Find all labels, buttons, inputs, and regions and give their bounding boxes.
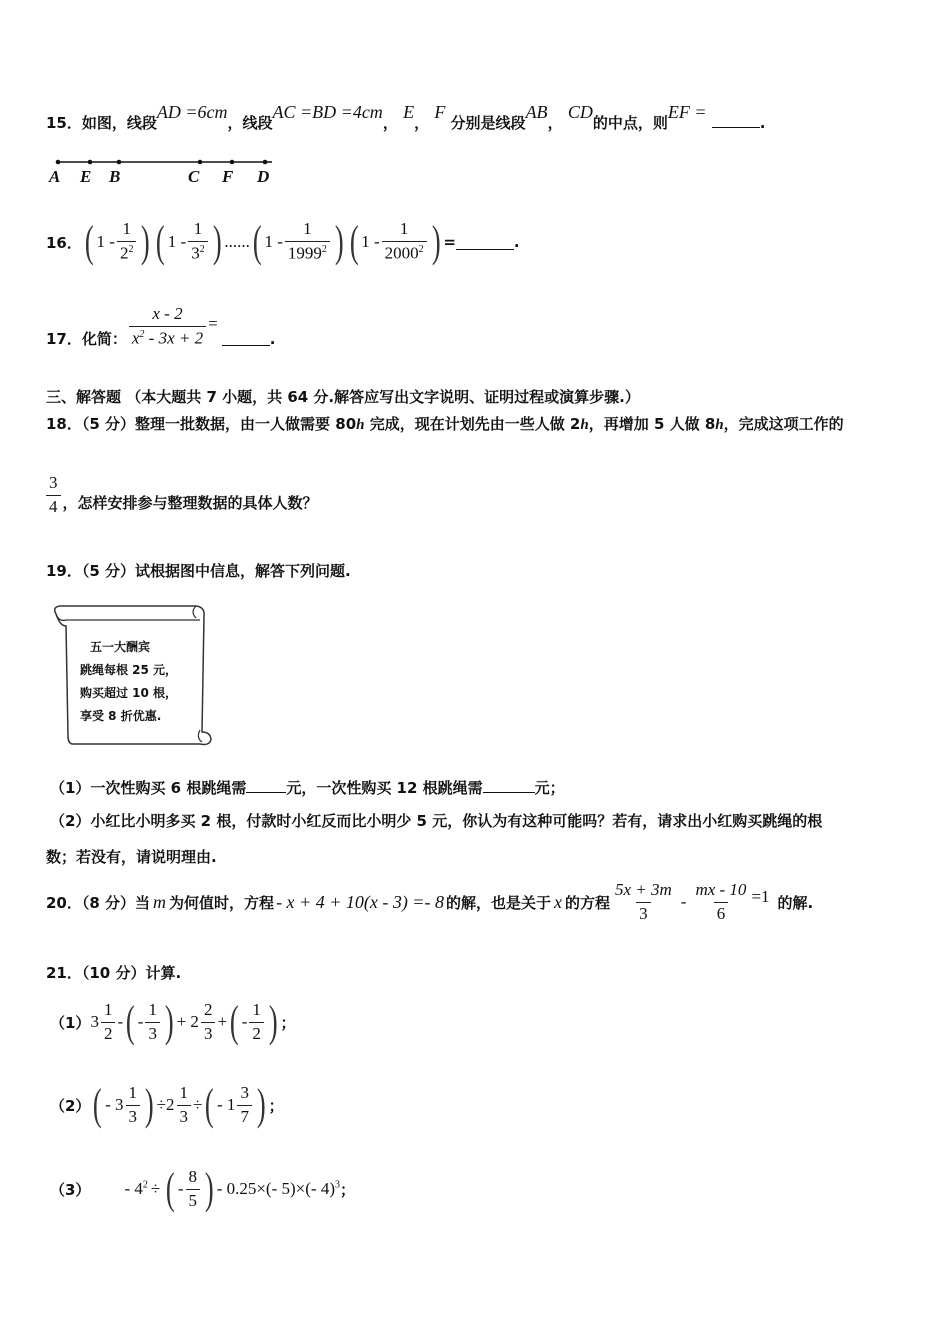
q16-frac3-exp: 2 [321, 244, 327, 256]
q21-e2-f3d: 7 [237, 1105, 252, 1127]
q21-e2-whole3: - 1 [217, 1095, 236, 1114]
q20-m: m [153, 891, 167, 912]
label-d: D [257, 167, 270, 186]
q16-frac3-den: 1999 [287, 243, 322, 263]
q21-p2-label: （2） [50, 1096, 91, 1115]
q21-e3-fn: 8 [188, 1166, 198, 1186]
question-18-line1 [46, 413, 844, 434]
q16-dots: ...... [224, 232, 250, 251]
q18-text-c: ，再增加 5 人做 8 [588, 415, 716, 433]
q17-denom-b: - 3x + 2 [144, 328, 204, 348]
q20-frac2 [692, 881, 749, 923]
q20-text-d: 的方程 [564, 893, 610, 912]
label-b: B [109, 167, 121, 186]
q21-e1-neg2: - [241, 1012, 248, 1031]
question-20 [46, 876, 813, 928]
q20-eq-one: =1 [751, 887, 770, 906]
q21-p3-label: （3） [50, 1180, 91, 1199]
q18-fraction [46, 474, 61, 516]
q21-e3-a-wrap [124, 1179, 147, 1199]
label-c: C [188, 167, 200, 186]
q21-e3-op1: ÷ [150, 1179, 161, 1198]
q16-frac2-exp: 2 [199, 244, 205, 256]
q15-answer-blank[interactable] [712, 113, 760, 128]
q21-e3-rest-wrap [217, 1179, 340, 1199]
question-19-part2: （2）小红比小明多买 2 根，付款时小红反而比小明少 5 元，你认为有这种可能吗？若有，请求出小红购买跳绳的根 [50, 812, 823, 830]
q16-one-a: 1 - [96, 232, 115, 251]
q18-text-line2: ，怎样安排参与整理数据的具体人数？ [62, 494, 318, 513]
q21-e1-op2: + 2 [176, 1012, 199, 1031]
q16-frac2-num: 1 [193, 219, 203, 239]
q17-eq: = [208, 313, 218, 333]
point-c [198, 160, 203, 165]
section-3-heading: 三、解答题 （本大题共 7 小题，共 64 分.解答应写出文字说明、证明过程或演算步骤.） [46, 388, 640, 406]
label-e: E [80, 167, 92, 186]
q21-e1-f1n: 1 [103, 999, 113, 1019]
q19-p1-text-b: 元，一次性购买 12 根跳绳需 [286, 779, 483, 797]
q15-ab: AB [525, 102, 548, 122]
q20-frac1-num: 5x + 3m [614, 879, 672, 899]
q15-end: . [759, 114, 766, 132]
q18-frac-num: 3 [49, 473, 58, 492]
q21-e2-op2: ÷ [193, 1095, 203, 1114]
scroll-poster [50, 604, 220, 746]
q20-minus: - [680, 892, 687, 911]
q21-e3-sup: 2 [142, 1179, 148, 1191]
q21-e3-frac [186, 1168, 201, 1210]
q21-e1-frac1 [101, 1001, 116, 1043]
q18-frac-den: 4 [46, 495, 61, 517]
q21-e1-op1: - [117, 1012, 124, 1031]
q20-text-c: 的解，也是关于 [445, 893, 551, 912]
q21-e2-op1: ÷2 [156, 1095, 175, 1114]
q21-e1-f4n: 1 [252, 999, 261, 1019]
q17-answer-blank[interactable] [222, 331, 270, 346]
q21-e3-fd: 5 [186, 1189, 201, 1211]
q16-frac2 [188, 220, 208, 263]
q16-frac4-den: 2000 [384, 243, 419, 263]
q20-text-a: 20．（8 分）当 [46, 893, 151, 912]
q15-e: E [403, 102, 415, 122]
q16-eq: = [443, 233, 456, 251]
q21-e2-f2n: 1 [179, 1082, 189, 1102]
q17-numerator: x - 2 [152, 303, 183, 323]
q20-text-e: 的解. [777, 893, 814, 912]
question-18-line2 [44, 474, 318, 516]
q20-frac2-den: 6 [714, 902, 729, 924]
question-21-part2: （2） ( - 3 $\frac{1}{3}$ ) ÷2 $\frac{1}{3}$ ÷ ( - 1 $\frac{3}{7}$ ) ； [50, 1080, 284, 1129]
q19-p1-text-a: （1）一次性购买 6 根跳绳需 [50, 779, 247, 797]
q20-frac1-den: 3 [636, 902, 651, 924]
q16-frac4 [382, 220, 427, 263]
q21-e2-f2d: 3 [177, 1105, 192, 1127]
question-19-title: 19．（5 分）试根据图中信息，解答下列问题. [46, 562, 351, 580]
point-f [230, 160, 235, 165]
q21-e1-whole: 3 [90, 1012, 99, 1031]
q21-e1-op3: + [217, 1012, 228, 1031]
q15-comma3: ， [547, 114, 563, 132]
segment-figure [46, 152, 286, 188]
q15-text: 15．如图，线段 [46, 114, 157, 132]
scroll-line-4: 享受 8 折优惠. [80, 709, 162, 723]
q21-e3-neg: - [177, 1179, 184, 1198]
q21-e1-frac2 [145, 1001, 160, 1043]
q16-frac1-num: 1 [122, 219, 131, 239]
q16-frac1 [117, 220, 137, 263]
q21-e2-f1n: 1 [128, 1082, 138, 1102]
q16-one-d: 1 - [361, 232, 380, 251]
q16-frac4-exp: 2 [418, 244, 424, 256]
q18-h1: h [356, 417, 365, 433]
q21-e3-rest: - 0.25×(- 5)×(- 4) [216, 1179, 335, 1198]
q16-frac4-num: 1 [399, 219, 409, 239]
q15-cd: CD [567, 102, 593, 122]
q20-text-b: 为何值时，方程 [169, 893, 275, 912]
q16-one-c: 1 - [264, 232, 283, 251]
q16-frac1-den: 2 [119, 243, 129, 263]
q16-end: . [513, 233, 520, 251]
q21-e2-frac3 [237, 1084, 252, 1126]
point-e [88, 160, 93, 165]
q21-e1-f2d: 3 [145, 1022, 160, 1044]
q15-f: F [434, 102, 446, 122]
q16-frac2-den: 3 [191, 243, 200, 263]
q15-text4: 的中点，则 [592, 114, 668, 132]
question-19-part1 [50, 777, 565, 798]
q21-e2-frac2 [177, 1084, 192, 1126]
q15-comma: ， [382, 114, 398, 132]
q16-answer-blank[interactable] [456, 235, 514, 250]
q15-text3: 分别是线段 [450, 114, 526, 132]
q16-frac1-exp: 2 [128, 244, 134, 256]
label-f: F [222, 167, 234, 186]
scroll-line-2: 跳绳每根 25 元， [80, 663, 178, 677]
question-19-part2-cont: 数；若没有，请说明理由. [46, 848, 217, 866]
point-b [117, 160, 122, 165]
q17-frac [129, 305, 206, 348]
q16-frac3-num: 1 [303, 219, 312, 239]
question-21-part3: （3） - $4^2$ ÷ ( - $\frac{8}{5}$ ) - 0.25×(- 5)×(- 4)$^3$ ； [50, 1164, 356, 1213]
q19-p1-text-c: 元； [534, 779, 565, 797]
q21-e1-neg1: - [137, 1012, 144, 1031]
question-16: 16． ( 1 - $\frac{1}{2^2}$ ) ( 1 - $\frac{1}{3^2}$ ) ...... ( 1 - $\frac{1}{1999^2}$ ) ( 1 - $\frac{1}{2000^2}$ ) = . [46, 217, 520, 266]
q17-label: 17．化简： [46, 330, 127, 348]
q18-text-a: 18．（5 分）整理一批数据，由一人做需要 80 [46, 415, 357, 433]
q16-frac3 [285, 220, 330, 263]
q21-e1-f3d: 3 [201, 1022, 216, 1044]
q21-e2-f3n: 3 [240, 1082, 249, 1102]
point-a [56, 160, 61, 165]
question-17 [46, 304, 275, 349]
label-a: A [49, 167, 61, 186]
question-15 [46, 102, 766, 133]
q18-text-d: ，完成这项工作的 [723, 415, 844, 433]
q21-e1-f2n: 1 [148, 999, 157, 1019]
q15-ad: AD =6cm [156, 102, 228, 122]
q18-h2: h [580, 417, 589, 433]
q21-e1-f1d: 2 [101, 1022, 116, 1044]
q17-end: . [269, 329, 276, 348]
q21-e2-frac1 [126, 1084, 141, 1126]
scroll-line-3: 购买超过 10 根， [80, 686, 178, 700]
q19-blank-1[interactable] [246, 778, 286, 793]
q18-text-b: 完成，现在计划先由一些人做 2 [364, 415, 581, 433]
q21-e1-frac4 [249, 1001, 264, 1043]
q16-num: 16． [46, 233, 82, 252]
q21-e3-a: - 4 [124, 1179, 143, 1198]
point-d [263, 160, 268, 165]
q20-equation-1: - x + 4 + 10(x - 3) =- 8 [276, 891, 444, 912]
q21-p1-label: （1） [50, 1013, 91, 1032]
q18-h3: h [715, 417, 724, 433]
q20-frac2-num: mx - 10 [695, 879, 747, 899]
q21-e2-whole1: - 3 [105, 1095, 124, 1114]
q15-ef: EF = [667, 102, 707, 122]
q21-e3-semi: ； [340, 1180, 356, 1199]
q21-e3-sup2: 3 [335, 1179, 340, 1191]
question-21-title: 21．（10 分）计算. [46, 964, 182, 982]
q17-denom-a: x [131, 328, 140, 348]
q20-x: x [553, 891, 562, 912]
q21-e2-semi: ； [268, 1096, 284, 1115]
scroll-line-1: 五一大酬宾 [90, 640, 151, 654]
q19-blank-2[interactable] [483, 778, 535, 793]
q15-acbd: AC =BD =4cm [272, 102, 383, 122]
q21-e2-f1d: 3 [126, 1105, 141, 1127]
q16-one-b: 1 - [167, 232, 187, 251]
q21-e1-frac3 [201, 1001, 216, 1043]
q21-e1-f4d: 2 [249, 1022, 264, 1044]
q21-e1-semi: ； [280, 1013, 296, 1032]
q17-denom-sup: 2 [139, 328, 145, 340]
q15-comma2: ， [414, 114, 430, 132]
q15-text2: ，线段 [227, 114, 273, 132]
q20-frac1 [612, 881, 675, 923]
question-21-part1: （1） 3 $\frac{1}{2}$ - ( - $\frac{1}{3}$ ) + 2 $\frac{2}{3}$ + ( - $\frac{1}{2}$ ) ； [50, 997, 296, 1046]
q21-e1-f3n: 2 [203, 999, 213, 1019]
